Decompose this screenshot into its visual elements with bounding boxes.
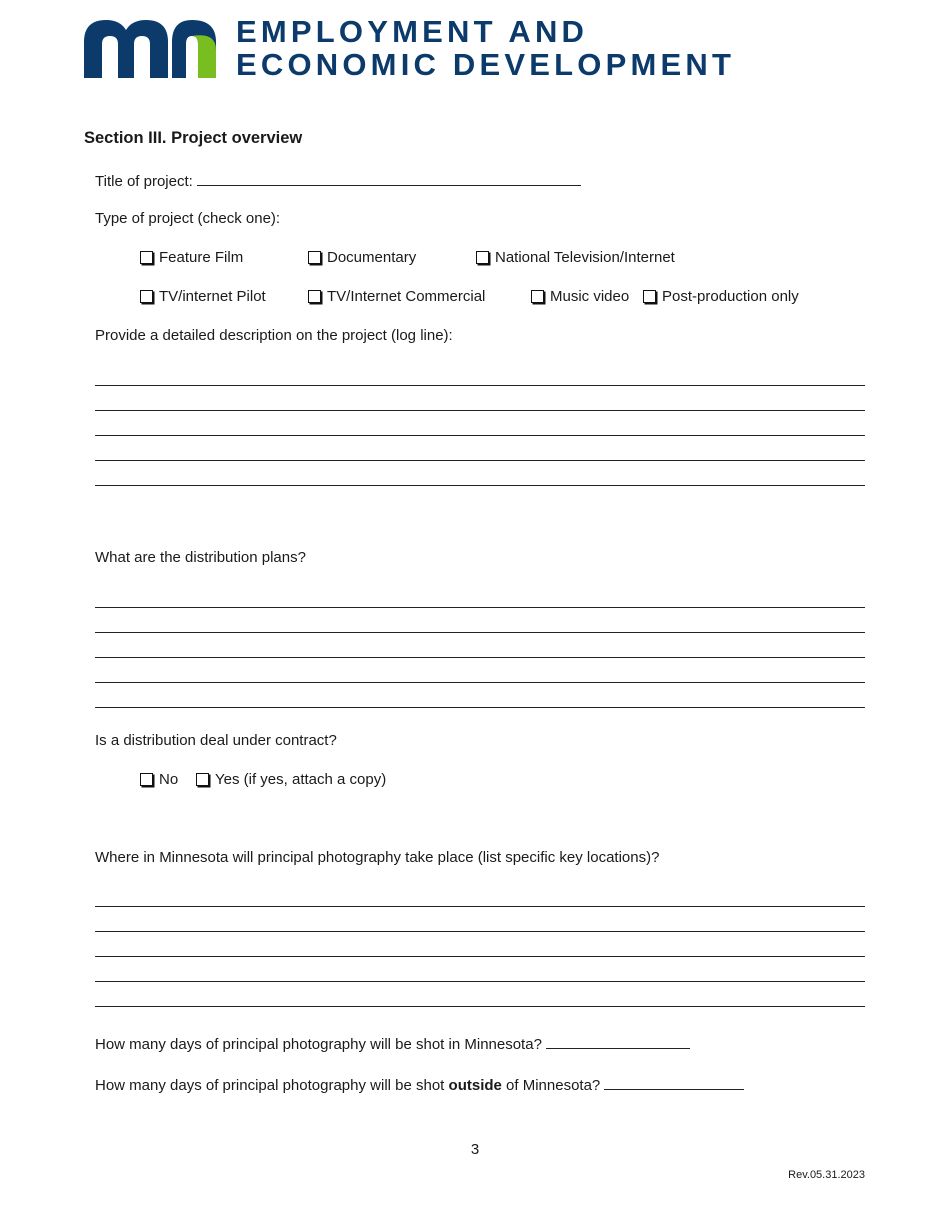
distribution-line[interactable] <box>95 682 865 683</box>
checkbox-tv-commercial[interactable]: TV/Internet Commercial <box>308 288 485 305</box>
checkbox-no[interactable]: No <box>140 771 178 788</box>
description-line[interactable] <box>95 460 865 461</box>
days-out-row <box>95 1075 744 1094</box>
distribution-line[interactable] <box>95 657 865 658</box>
description-line[interactable] <box>95 385 865 386</box>
checkbox-icon[interactable] <box>643 290 656 303</box>
distribution-label: What are the distribution plans? <box>95 549 306 566</box>
distribution-line[interactable] <box>95 632 865 633</box>
checkbox-music-video[interactable]: Music video <box>531 288 629 305</box>
checkbox-icon[interactable] <box>308 290 321 303</box>
days-out-prefix: How many days of principal photography will be shot <box>95 1077 445 1094</box>
checkbox-yes[interactable]: Yes (if yes, attach a copy) <box>196 771 386 788</box>
locations-label: Where in Minnesota will principal photography take place (list specific key locations)? <box>95 849 660 866</box>
locations-line[interactable] <box>95 956 865 957</box>
checkbox-icon[interactable] <box>196 773 209 786</box>
description-line[interactable] <box>95 435 865 436</box>
locations-line[interactable] <box>95 1006 865 1007</box>
days-out-suffix: of Minnesota? <box>506 1077 601 1094</box>
title-label: Title of project: <box>95 173 193 190</box>
distribution-line[interactable] <box>95 707 865 708</box>
description-line[interactable] <box>95 410 865 411</box>
description-label: Provide a detailed description on the project (log line): <box>95 327 453 344</box>
locations-line[interactable] <box>95 931 865 932</box>
agency-name-line2: ECONOMIC DEVELOPMENT <box>236 47 736 82</box>
agency-name <box>236 15 735 81</box>
checkbox-national-tv[interactable]: National Television/Internet <box>476 249 675 266</box>
checkbox-icon[interactable] <box>308 251 321 264</box>
days-in-label: How many days of principal photography will be shot in Minnesota? <box>95 1036 542 1053</box>
checkbox-icon[interactable] <box>531 290 544 303</box>
title-input-line[interactable] <box>197 171 581 186</box>
checkbox-post-production[interactable]: Post-production only <box>643 288 799 305</box>
contract-label: Is a distribution deal under contract? <box>95 732 337 749</box>
days-out-input-line[interactable] <box>604 1075 744 1090</box>
locations-line[interactable] <box>95 981 865 982</box>
description-line[interactable] <box>95 485 865 486</box>
days-out-bold: outside <box>448 1077 502 1094</box>
checkbox-icon[interactable] <box>140 773 153 786</box>
agency-name-line1: EMPLOYMENT AND <box>236 14 589 49</box>
locations-line[interactable] <box>95 906 865 907</box>
revision-label: Rev.05.31.2023 <box>788 1169 865 1181</box>
days-in-input-line[interactable] <box>546 1034 690 1049</box>
checkbox-tv-pilot[interactable]: TV/internet Pilot <box>140 288 266 305</box>
type-label: Type of project (check one): <box>95 210 281 227</box>
section-title: Section III. Project overview <box>84 129 303 147</box>
title-row <box>95 171 581 190</box>
checkbox-icon[interactable] <box>476 251 489 264</box>
days-in-row <box>95 1034 690 1053</box>
checkbox-documentary[interactable]: Documentary <box>308 249 416 266</box>
checkbox-feature-film[interactable]: Feature Film <box>140 249 243 266</box>
page-number: 3 <box>470 1141 480 1158</box>
checkbox-icon[interactable] <box>140 251 153 264</box>
checkbox-icon[interactable] <box>140 290 153 303</box>
mn-logo <box>84 20 216 78</box>
distribution-line[interactable] <box>95 607 865 608</box>
